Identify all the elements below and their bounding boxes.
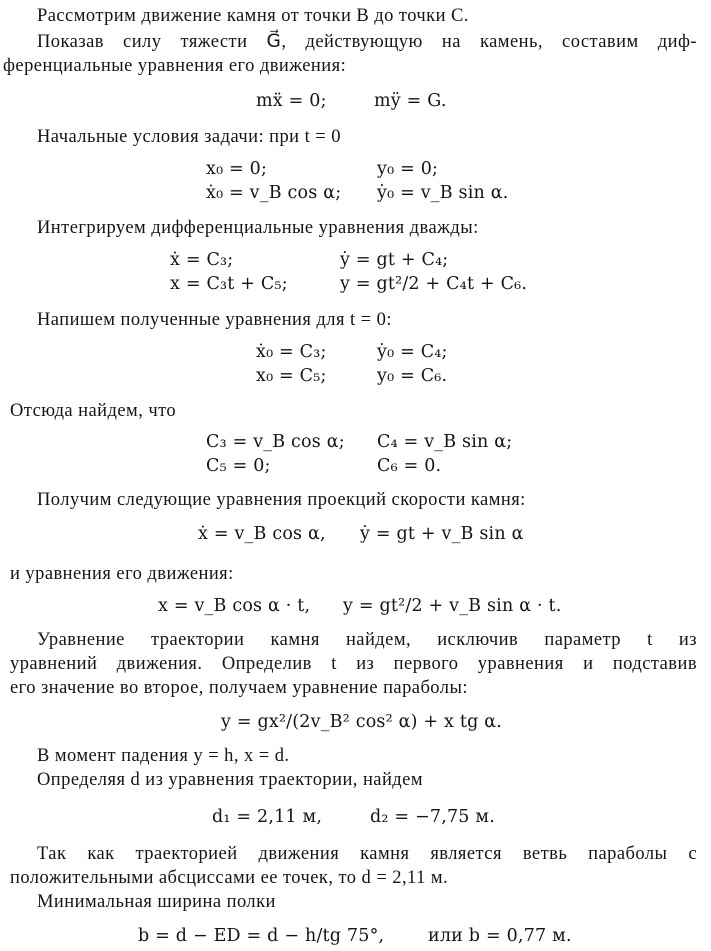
paragraph-branch-line2: положительными абсциссами ее точек, то d = 2,11 м. xyxy=(10,868,449,888)
equation-c4: C₄ = v_B sin α; xyxy=(377,432,513,452)
equation-shelf-width-value: или b = 0,77 м. xyxy=(428,926,572,946)
equation-c6: C₆ = 0. xyxy=(377,456,442,476)
paragraph-initial-conditions: Начальные условия задачи: при t = 0 xyxy=(37,127,341,147)
paragraph-intro: Рассмотрим движение камня от точки B до точки C. xyxy=(37,6,469,26)
equation-velocity-x: ẋ = v_B cos α, xyxy=(198,524,326,544)
paragraph-gravity-line1: Показав силу тяжести G⃗, действующую на камень, составим диф- xyxy=(37,32,697,52)
paragraph-motion-equations: и уравнения его движения: xyxy=(10,564,234,584)
paragraph-trajectory-line1: Уравнение траектории камня найдем, исключив параметр t из xyxy=(37,630,697,650)
paragraph-write-for-t0: Напишем полученные уравнения для t = 0: xyxy=(37,310,392,330)
equation-x0: x₀ = 0; xyxy=(206,159,268,179)
equation-motion-y-t: y = gt²/2 + v_B sin α · t. xyxy=(343,596,562,616)
paragraph-gravity-line2: ференциальные уравнения его движения: xyxy=(3,56,347,76)
equation-c5: C₅ = 0; xyxy=(206,456,271,476)
paragraph-trajectory-line2: уравнений движения. Определив t из первого уравнения и подставив xyxy=(10,654,697,674)
equation-x-dot: ẋ = C₃; xyxy=(170,250,234,270)
equation-c3: C₃ = v_B cos α; xyxy=(206,432,345,452)
equation-x0-dot-c3: ẋ₀ = C₃; xyxy=(256,342,327,362)
equation-velocity-y: ẏ = gt + v_B sin α xyxy=(360,524,524,544)
equation-shelf-width: b = d − ED = d − h/tg 75°, xyxy=(138,926,385,946)
equation-trajectory: y = gx²/(2v_B² cos² α) + x tg α. xyxy=(221,712,503,732)
equation-y: y = gt²/2 + C₄t + C₆. xyxy=(340,274,528,294)
paragraph-integrate: Интегрируем дифференциальные уравнения дважды: xyxy=(37,218,479,238)
equation-y-dot: ẏ = gt + C₄; xyxy=(340,250,449,270)
paragraph-trajectory-line3: его значение во второе, получаем уравнение параболы: xyxy=(10,678,468,698)
equation-x: x = C₃t + C₅; xyxy=(170,274,288,294)
paragraph-min-width: Минимальная ширина полки xyxy=(37,892,276,912)
equation-x0-c5: x₀ = C₅; xyxy=(256,366,327,386)
paragraph-landing-moment: В момент падения y = h, x = d. xyxy=(37,746,290,766)
equation-motion-x-t: x = v_B cos α · t, xyxy=(158,596,311,616)
paragraph-find-d: Определяя d из уравнения траектории, найдем xyxy=(37,770,423,790)
equation-y0-dot: ẏ₀ = v_B sin α. xyxy=(377,183,509,203)
equation-y0: y₀ = 0; xyxy=(377,159,439,179)
paragraph-hence: Отсюда найдем, что xyxy=(10,401,177,421)
equation-y0-c6: y₀ = C₆. xyxy=(377,366,448,386)
paragraph-branch-line1: Так как траекторией движения камня является ветвь параболы с xyxy=(37,844,697,864)
equation-motion-y: mÿ = G. xyxy=(374,91,447,111)
equation-d1: d₁ = 2,11 м, xyxy=(212,807,323,827)
paragraph-velocity-projections: Получим следующие уравнения проекций скорости камня: xyxy=(37,490,526,510)
equation-motion-x: mẍ = 0; xyxy=(256,91,327,111)
equation-y0-dot-c4: ẏ₀ = C₄; xyxy=(377,342,448,362)
equation-d2: d₂ = −7,75 м. xyxy=(370,807,495,827)
equation-x0-dot: ẋ₀ = v_B cos α; xyxy=(206,183,342,203)
